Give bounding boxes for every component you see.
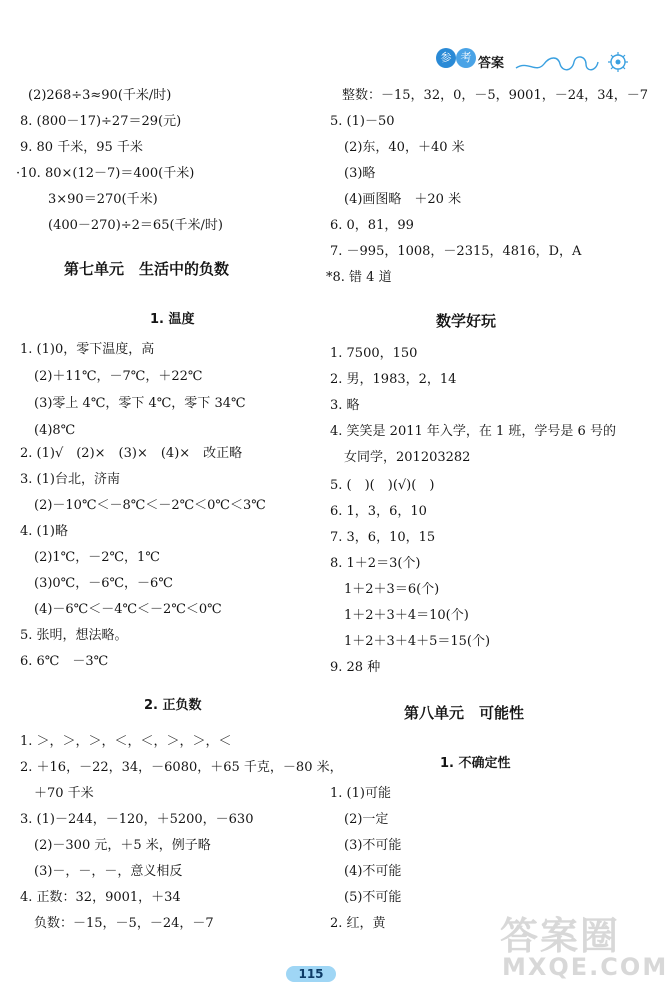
answer-line: ＋70 千米 (34, 786, 94, 801)
swirl-decoration-icon (514, 50, 632, 76)
watermark-text: 答案圈 (500, 914, 621, 958)
answer-line: 整数：－15，32，0，－5，9001，－24，34，－7 (342, 88, 649, 103)
answer-line: 1＋2＋3＝6(个) (344, 582, 440, 597)
answer-line: (2)一定 (344, 812, 389, 827)
answer-line: 9. 80 千米，95 千米 (20, 140, 143, 155)
unit-heading: 第七单元 生活中的负数 (64, 260, 230, 278)
answer-line: 8. 1＋2＝3(个) (330, 556, 421, 571)
answers-label: 答案 (478, 56, 505, 71)
answer-line: 1. 7500，150 (330, 346, 418, 361)
answer-line: (4)8℃ (34, 423, 76, 438)
answer-line: 6. 6℃ －3℃ (20, 654, 109, 669)
answer-line: (4)－6℃＜－4℃＜－2℃＜0℃ (34, 602, 222, 617)
answer-line: (2)东，40，＋40 米 (344, 140, 465, 155)
answer-line: 5. ( )( )(√)( ) (330, 478, 435, 493)
watermark-url: MXQE.COM (502, 953, 669, 981)
answer-line: (3)零上 4℃，零下 4℃，零下 34℃ (34, 396, 246, 411)
answer-line: 3×90＝270(千米) (48, 192, 158, 207)
answer-line: (4)不可能 (344, 864, 402, 879)
answer-line: 1. ＞，＞，＞，＜，＜，＞，＞，＜ (20, 734, 232, 749)
answer-line: ·10. 80×(12－7)＝400(千米) (16, 166, 195, 181)
unit-heading: 第八单元 可能性 (404, 704, 525, 722)
answer-line: 7. 3，6，10，15 (330, 530, 436, 545)
answer-line: (3)0℃，－6℃，－6℃ (34, 576, 173, 591)
answer-line: 2. 男，1983，2，14 (330, 372, 457, 387)
answer-line: 9. 28 种 (330, 660, 381, 675)
answer-line: 1＋2＋3＋4＝10(个) (344, 608, 469, 623)
section-heading: 1. 不确定性 (440, 756, 511, 771)
answer-line: 1＋2＋3＋4＋5＝15(个) (344, 634, 491, 649)
answer-line: 女同学，201203282 (344, 450, 471, 465)
answer-line: 4. 笑笑是 2011 年入学，在 1 班，学号是 6 号的 (330, 424, 616, 439)
answer-line: (2)－300 元，＋5 米，例子略 (34, 838, 211, 853)
answer-line: 8. (800－17)÷27＝29(元) (20, 114, 182, 129)
badge-char: 参 (436, 48, 456, 68)
answer-line: (5)不可能 (344, 890, 402, 905)
answer-line: (2)1℃，－2℃，1℃ (34, 550, 160, 565)
answer-line: (2)268÷3≈90(千米/时) (28, 88, 172, 103)
answer-line: (2)－10℃＜－8℃＜－2℃＜0℃＜3℃ (34, 498, 266, 513)
answer-line: (3)略 (344, 166, 376, 181)
answer-line: (400－270)÷2＝65(千米/时) (48, 218, 223, 233)
answer-line: 3. 略 (330, 398, 360, 413)
answer-line: 3. (1)－244，－120，＋5200，－630 (20, 812, 254, 827)
answer-line: (3)不可能 (344, 838, 402, 853)
answer-line: 5. (1)－50 (330, 114, 395, 129)
answer-line: 3. (1)台北，济南 (20, 472, 120, 487)
answer-line: 4. (1)略 (20, 524, 68, 539)
answer-line: 6. 1，3，6，10 (330, 504, 427, 519)
answer-line: 7. －995，1008，－2315，4816，D，A (330, 244, 582, 259)
answer-line: *8. 错 4 道 (326, 270, 392, 285)
answer-line: (2)＋11℃，－7℃，＋22℃ (34, 369, 203, 384)
section-heading: 数学好玩 (436, 312, 497, 330)
watermark-logo (500, 905, 669, 989)
answer-line: 2. 红，黄 (330, 916, 386, 931)
section-heading: 1. 温度 (150, 312, 195, 327)
answer-line: 6. 0，81，99 (330, 218, 414, 233)
answer-line: 2. ＋16，－22，34，－6080，＋65 千克，－80 米， (20, 760, 343, 775)
section-heading: 2. 正负数 (144, 698, 202, 713)
answer-line: 负数：－15，－5，－24，－7 (34, 916, 214, 931)
answer-line: (3)－，－，－，意义相反 (34, 864, 183, 879)
answer-line: 2. (1)√ (2)× (3)× (4)× 改正略 (20, 446, 243, 461)
badge-char: 考 (456, 48, 476, 68)
answer-line: (4)画图略 ＋20 米 (344, 192, 462, 207)
answer-logo (432, 44, 632, 80)
answer-line: 4. 正数：32，9001，＋34 (20, 890, 181, 905)
answer-line: 1. (1)0，零下温度，高 (20, 342, 155, 357)
answer-line: 5. 张明，想法略。 (20, 628, 128, 643)
page-number: 115 (286, 966, 336, 982)
answer-line: 1. (1)可能 (330, 786, 391, 801)
